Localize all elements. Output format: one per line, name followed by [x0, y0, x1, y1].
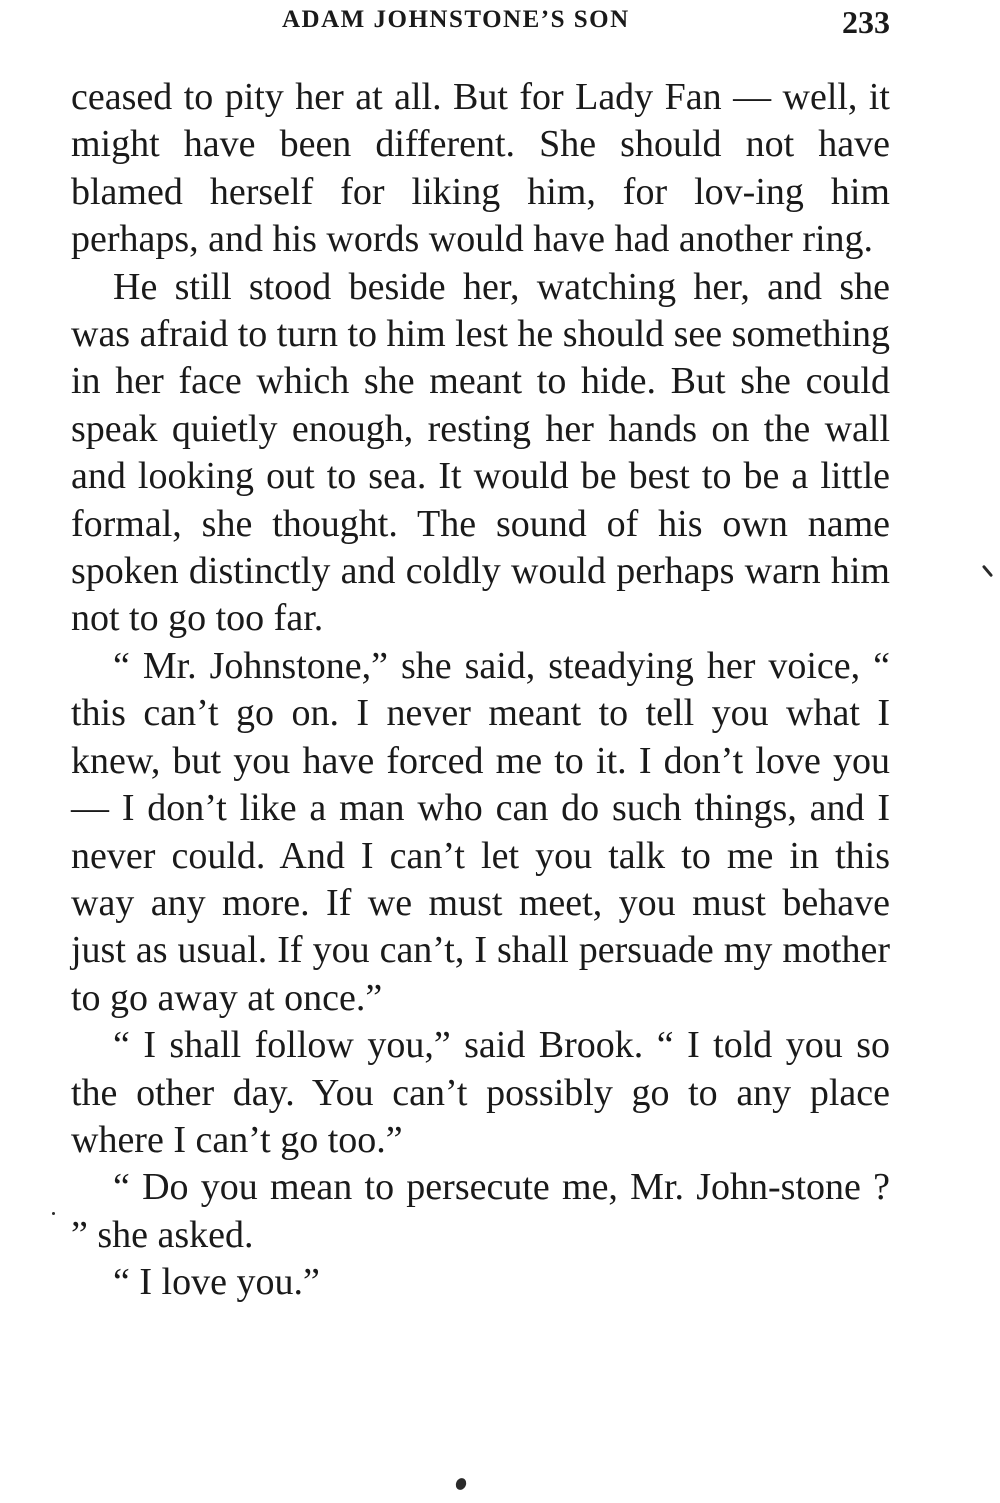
running-title: ADAM JOHNSTONE’S SON [282, 6, 630, 33]
running-head [70, 4, 890, 44]
scan-speck [982, 565, 993, 578]
paragraph: ceased to pity her at all. But for Lady Fan — well, it might have been different. She should not have blamed herself for liking him, for lov-ing him perhaps, and his words would have had another ring. [71, 76, 890, 261]
paragraph: He still stood beside her, watching her, and she was afraid to turn to him lest he should see something in her face which she meant to hide. But she could speak quietly enough, resting her hands on the wall and looking out to sea. It would be best to be a little formal, she thought. The sound of his own name spoken distinctly and coldly would perhaps warn him not to go too far. [71, 265, 890, 640]
paragraph: “ I shall follow you,” said Brook. “ I told you so the other day. You can’t possibly go to any place where I can’t go too.” [71, 1024, 890, 1161]
paragraph: “ I love you.” [113, 1261, 320, 1304]
scan-speck [52, 1212, 55, 1215]
page-number: 233 [842, 4, 890, 40]
body-text [71, 74, 890, 1307]
paragraph: “ Do you mean to persecute me, Mr. John-stone ? ” she asked. [71, 1166, 890, 1256]
paragraph: “ Mr. Johnstone,” she said, steadying her voice, “ this can’t go on. I never meant to tell you what I knew, but you have forced me to it. I don’t love you — I don’t like a man who can do such things, and I never could. And I can’t let you talk to me in this way any more. If we must meet, you must behave just as usual. If you can’t, I shall persuade my mother to go away at once.” [71, 644, 890, 1019]
ink-blot [454, 1476, 468, 1491]
